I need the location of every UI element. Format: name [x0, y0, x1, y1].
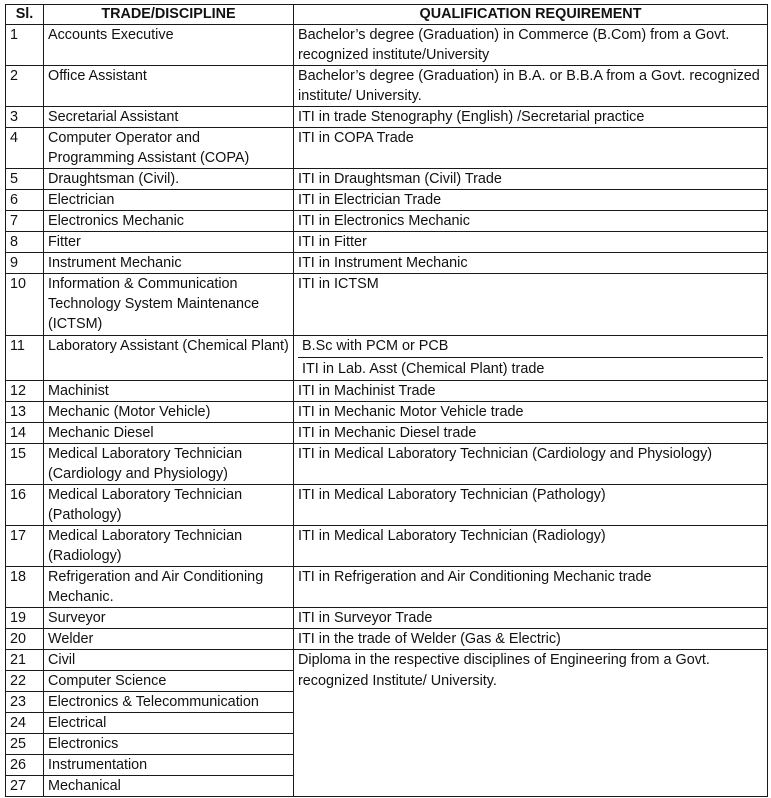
- row-sl: 22: [6, 671, 44, 692]
- row-qualification: ITI in Mechanic Motor Vehicle trade: [294, 402, 768, 423]
- row-sl: 15: [6, 444, 44, 485]
- row-trade: Computer Science: [44, 671, 294, 692]
- row-sl: 3: [6, 107, 44, 128]
- row-trade: Mechanical: [44, 776, 294, 797]
- row-sl: 11: [6, 336, 44, 381]
- row-qualification: ITI in Draughtsman (Civil) Trade: [294, 169, 768, 190]
- table-row: [6, 444, 768, 485]
- row-sl: 1: [6, 25, 44, 66]
- table-row: [6, 381, 768, 402]
- table-row: [6, 567, 768, 608]
- row-trade: Fitter: [44, 232, 294, 253]
- row-trade: Secretarial Assistant: [44, 107, 294, 128]
- table-row: [6, 128, 768, 169]
- row-qualification: ITI in the trade of Welder (Gas & Electric): [294, 629, 768, 650]
- diploma-qualification: Diploma in the respective disciplines of Engineering from a Govt. recognized Institute/ University.: [294, 650, 768, 797]
- row-qualification: ITI in ICTSM: [294, 274, 768, 336]
- row-trade: Medical Laboratory Technician (Radiology): [44, 526, 294, 567]
- row-trade: Computer Operator and Programming Assistant (COPA): [44, 128, 294, 169]
- row-sl: 8: [6, 232, 44, 253]
- row-qualification: Bachelor’s degree (Graduation) in Commerce (B.Com) from a Govt. recognized institute/University: [294, 25, 768, 66]
- table-row: [6, 107, 768, 128]
- row-qualification: ITI in Machinist Trade: [294, 381, 768, 402]
- table-row: [6, 402, 768, 423]
- row-sl: 13: [6, 402, 44, 423]
- row-trade: Mechanic (Motor Vehicle): [44, 402, 294, 423]
- row-trade: Accounts Executive: [44, 25, 294, 66]
- row-trade: Medical Laboratory Technician (Cardiology and Physiology): [44, 444, 294, 485]
- table-row: [6, 25, 768, 66]
- row-qualification: Bachelor’s degree (Graduation) in B.A. or B.B.A from a Govt. recognized institute/ University.: [294, 66, 768, 107]
- row-qualification: ITI in Electronics Mechanic: [294, 211, 768, 232]
- row-trade: Machinist: [44, 381, 294, 402]
- row-sl: 5: [6, 169, 44, 190]
- row-sl: 21: [6, 650, 44, 671]
- row-trade: Electrical: [44, 713, 294, 734]
- row-qualification: ITI in Medical Laboratory Technician (Radiology): [294, 526, 768, 567]
- row-sl: 25: [6, 734, 44, 755]
- row-trade: Draughtsman (Civil).: [44, 169, 294, 190]
- table-row: [6, 232, 768, 253]
- row-sl: 20: [6, 629, 44, 650]
- row-sl: 7: [6, 211, 44, 232]
- row-trade: Office Assistant: [44, 66, 294, 107]
- row-trade: Laboratory Assistant (Chemical Plant): [44, 336, 294, 381]
- qualification-option-a: B.Sc with PCM or PCB: [302, 338, 449, 354]
- row-sl: 27: [6, 776, 44, 797]
- row-trade: Electronics Mechanic: [44, 211, 294, 232]
- row-qualification: ITI in Refrigeration and Air Conditioning Mechanic trade: [294, 567, 768, 608]
- row-trade: Medical Laboratory Technician (Pathology): [44, 485, 294, 526]
- table-row: [6, 608, 768, 629]
- qualification-table: [5, 4, 768, 797]
- row-sl: 2: [6, 66, 44, 107]
- row-qualification: ITI in Fitter: [294, 232, 768, 253]
- row-sl: 26: [6, 755, 44, 776]
- row-qualification: ITI in trade Stenography (English) /Secretarial practice: [294, 107, 768, 128]
- row-sl: 18: [6, 567, 44, 608]
- row-qualification: ITI in Surveyor Trade: [294, 608, 768, 629]
- row-sl: 24: [6, 713, 44, 734]
- table-row: [6, 336, 768, 381]
- row-sl: 16: [6, 485, 44, 526]
- row-trade: Electronics: [44, 734, 294, 755]
- row-trade: Refrigeration and Air Conditioning Mechanic.: [44, 567, 294, 608]
- qualification-option-b: ITI in Lab. Asst (Chemical Plant) trade: [298, 357, 763, 380]
- row-trade: Surveyor: [44, 608, 294, 629]
- row-sl: 19: [6, 608, 44, 629]
- row-sl: 4: [6, 128, 44, 169]
- table-row: [6, 526, 768, 567]
- row-qualification: ITI in Mechanic Diesel trade: [294, 423, 768, 444]
- row-qualification: [294, 336, 768, 381]
- row-sl: 14: [6, 423, 44, 444]
- row-trade: Instrumentation: [44, 755, 294, 776]
- row-sl: 23: [6, 692, 44, 713]
- row-sl: 9: [6, 253, 44, 274]
- row-qualification: ITI in COPA Trade: [294, 128, 768, 169]
- row-trade: Electrician: [44, 190, 294, 211]
- header-sl: Sl.: [6, 5, 44, 25]
- row-trade: Welder: [44, 629, 294, 650]
- table-row: [6, 485, 768, 526]
- row-sl: 17: [6, 526, 44, 567]
- table-row: [6, 650, 768, 671]
- table-row: [6, 211, 768, 232]
- row-sl: 10: [6, 274, 44, 336]
- header-row: [6, 5, 768, 25]
- table-row: [6, 274, 768, 336]
- row-qualification: ITI in Medical Laboratory Technician (Cardiology and Physiology): [294, 444, 768, 485]
- header-qualification: QUALIFICATION REQUIREMENT: [294, 5, 768, 25]
- table-row: [6, 190, 768, 211]
- table-row: [6, 66, 768, 107]
- row-qualification: ITI in Electrician Trade: [294, 190, 768, 211]
- row-qualification: ITI in Medical Laboratory Technician (Pathology): [294, 485, 768, 526]
- row-qualification: ITI in Instrument Mechanic: [294, 253, 768, 274]
- table-row: [6, 629, 768, 650]
- row-sl: 6: [6, 190, 44, 211]
- header-trade: TRADE/DISCIPLINE: [44, 5, 294, 25]
- row-trade: Instrument Mechanic: [44, 253, 294, 274]
- row-trade: Information & Communication Technology System Maintenance (ICTSM): [44, 274, 294, 336]
- row-sl: 12: [6, 381, 44, 402]
- table-row: [6, 253, 768, 274]
- row-trade: Mechanic Diesel: [44, 423, 294, 444]
- table-row: [6, 169, 768, 190]
- table-row: [6, 423, 768, 444]
- row-trade: Electronics & Telecommunication: [44, 692, 294, 713]
- row-trade: Civil: [44, 650, 294, 671]
